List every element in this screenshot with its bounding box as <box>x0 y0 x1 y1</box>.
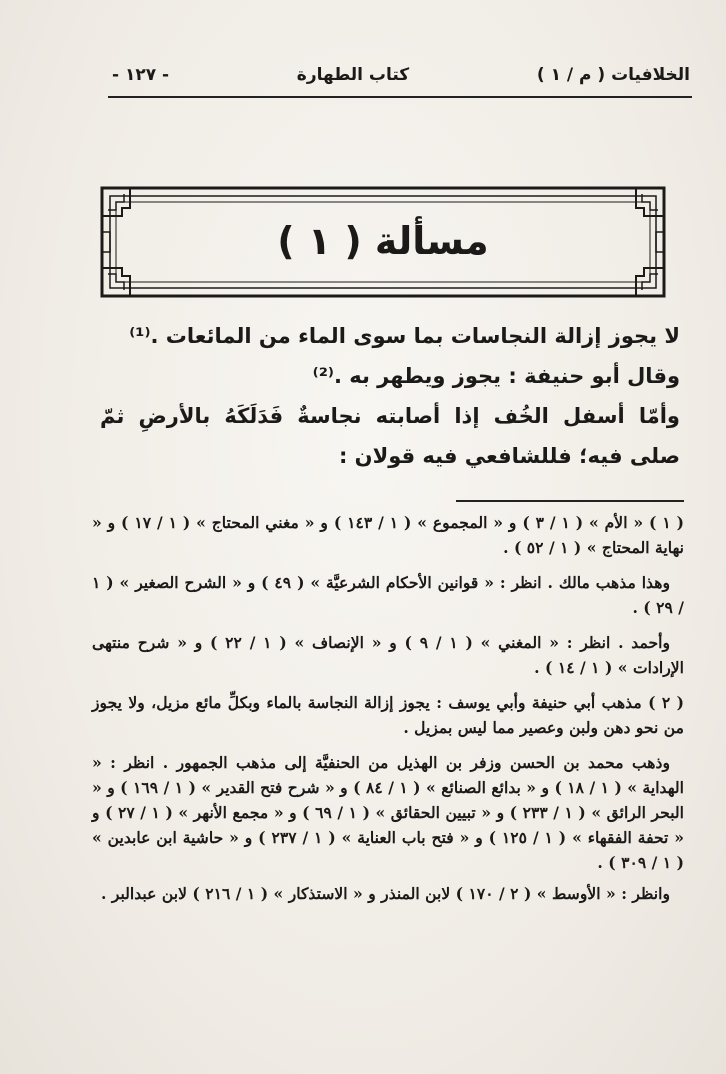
page-header <box>112 58 690 92</box>
header-book-title: الخلافيات ( م / ١ ) <box>536 65 690 85</box>
footnote: ( ٢ ) مذهب أبي حنيفة وأبي يوسف : يجوز إزالة النجاسة بالماء وبكلِّ مائع مزيل، ولا يجوز من نحو دهن ولبن وعصير مما ليس بمزيل . <box>92 693 684 737</box>
footnote: ( ١ ) « الأم » ( ١ / ٣ ) و « المجموع » ( ١ / ١٤٣ ) و « مغني المحتاج » ( ١ / ١٧ ) و « نهاية المحتاج » ( ١ / ٥٢ ) . <box>92 513 684 557</box>
header-page-number: - ١٢٧ - <box>112 65 170 85</box>
footnote: وذهب محمد بن الحسن وزفر بن الهذيل من الحنفيَّة إلى مذهب الجمهور . انظر : « الهداية » ( ١ / ١٨ ) و « بدائع الصنائع » ( ١ / ٨٤ ) و « شرح فتح القدير » ( ١ / ١٦٩ ) و « البحر الرائق » ( ١ / ٢٣٣ ) و « تبيين الحقائق » ( ١ / ٦٩ ) و « مجمع الأنهر » ( ١ / ٢٧ ) و « تحفة الفقهاء » ( ١ / ١٢٥ ) و « فتح باب العناية » ( ١ / ٢٣٧ ) و « حاشية ابن عابدين » ( ١ / ٣٠٩ ) . <box>92 753 684 872</box>
footnote: وهذا مذهب مالك . انظر : « قوانين الأحكام الشرعيَّة » ( ٤٩ ) و « الشرح الصغير » ( ١ / ٢٩ ) . <box>92 573 684 617</box>
main-line: وقال أبو حنيفة : يجوز ويطهر به .⁽²⁾ <box>312 364 680 388</box>
footnote: وانظر : « الأوسط » ( ٢ / ١٧٠ ) لابن المنذر و « الاستذكار » ( ١ / ٢١٦ ) لابن عبدالبر . <box>101 884 670 903</box>
footnote-separator <box>456 500 684 502</box>
header-chapter-title: كتاب الطهارة <box>296 65 410 85</box>
title-frame <box>100 186 666 298</box>
footnotes <box>92 510 684 916</box>
main-line: لا يجوز إزالة النجاسات بما سوى الماء من المائعات .⁽¹⁾ <box>129 324 680 348</box>
main-line: وأمّا أسفل الخُف إذا أصابته نجاسةٌ فَدَلَكَهُ بالأرضِ ثمّ صلى فيه؛ فللشافعي فيه قولان : <box>100 404 680 468</box>
footnote: وأحمد . انظر : « المغني » ( ١ / ٩ ) و « الإنصاف » ( ١ / ٢٢ ) و « شرح منتهى الإرادات » ( ١ / ١٤ ) . <box>92 633 684 677</box>
issue-title: مسألة ( ١ ) <box>277 219 489 263</box>
header-rule <box>108 96 692 98</box>
main-text <box>100 316 680 476</box>
